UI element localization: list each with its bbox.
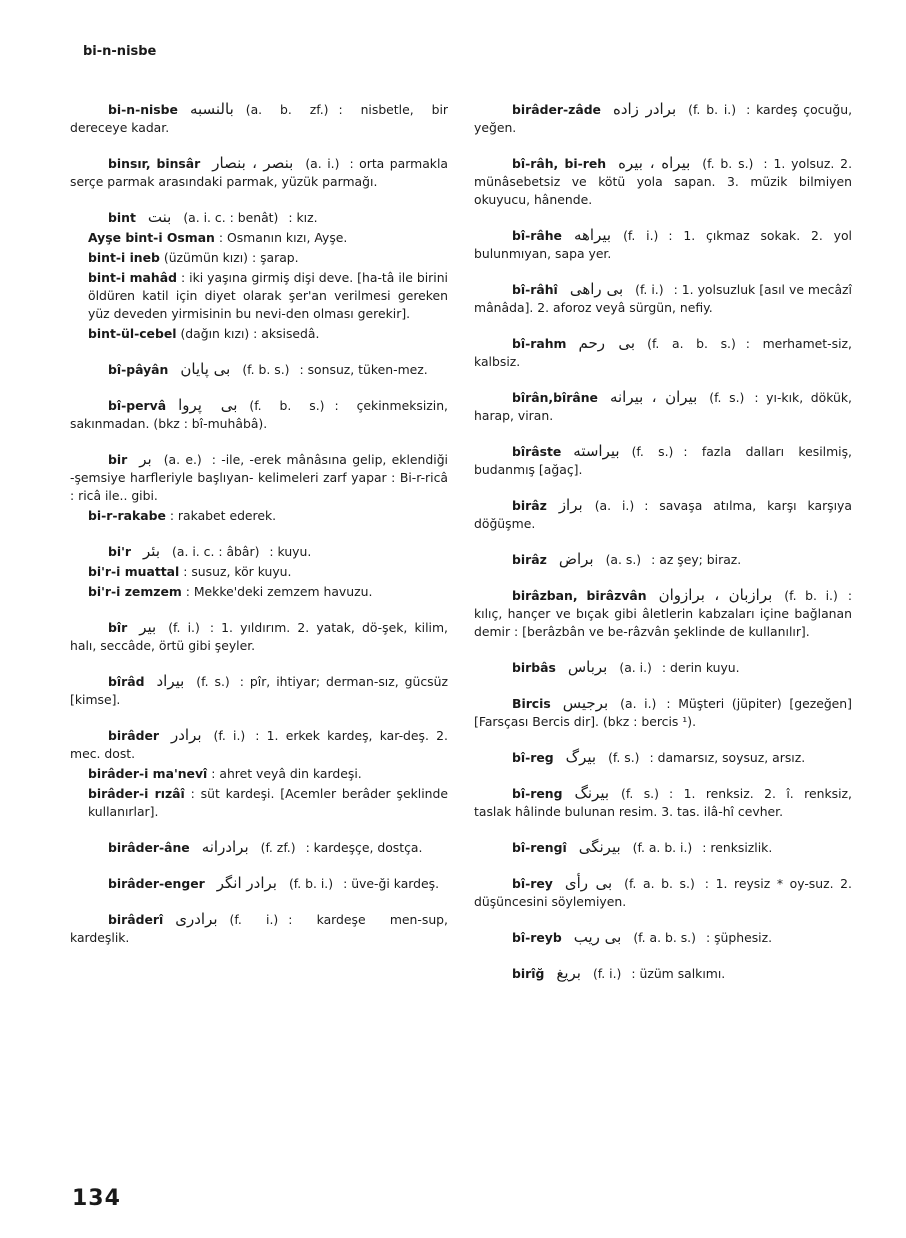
headword: binsır, binsâr: [108, 156, 201, 171]
arabic-script: بيرگ: [565, 748, 597, 766]
definition: : üzüm salkımı.: [631, 966, 726, 981]
dictionary-entry: [70, 874, 448, 893]
sub-entry-definition: (dağın kızı) : aksisedâ.: [180, 326, 320, 341]
arabic-script: بيراد: [156, 672, 185, 690]
page-number: 134: [72, 1186, 121, 1211]
headword: bi'r: [108, 544, 132, 559]
grammar-note: (f. b. s.): [242, 362, 290, 377]
grammar-note: (f. a. b. s.): [647, 336, 736, 351]
headword: birâz: [512, 498, 547, 513]
arabic-script: بيرنگ: [574, 784, 610, 802]
headword: bîrâste: [512, 444, 562, 459]
grammar-note: (f. s.): [608, 750, 640, 765]
definition: : kardeşçe, dostça.: [305, 840, 423, 855]
sub-entry: [70, 229, 448, 247]
definition: : şüphesiz.: [705, 930, 773, 945]
sub-entry-definition: : Mekke'deki zemzem havuzu.: [185, 584, 373, 599]
headword: birâderî: [108, 912, 164, 927]
headword: bî-pervâ: [108, 398, 167, 413]
arabic-script: برادرى: [175, 910, 218, 928]
sub-entry: [70, 269, 448, 323]
arabic-script: بئر: [143, 542, 161, 560]
dictionary-entry: [474, 838, 852, 857]
headword: bî-rey: [512, 876, 553, 891]
headword: bir: [108, 452, 128, 467]
sub-entry-term: Ayşe bint-i Osman: [88, 230, 215, 245]
dictionary-entry: [474, 280, 852, 317]
definition: : üve-ği kardeş.: [343, 876, 440, 891]
dictionary-entry: [474, 226, 852, 263]
dictionary-entry: [474, 334, 852, 371]
arabic-script: بيرنگى: [578, 838, 621, 856]
headword: bî-râh, bi-reh: [512, 156, 607, 171]
dictionary-entry: [70, 618, 448, 655]
grammar-note: (f. b. i.): [688, 102, 737, 117]
grammar-note: (f. b. s.): [249, 398, 325, 413]
definition: : yı-kık, dökük, harap, viran.: [474, 390, 852, 423]
dictionary-entry: [70, 910, 448, 947]
headword: bî-rengî: [512, 840, 567, 855]
grammar-note: (f. s.): [196, 674, 230, 689]
definition: : kız.: [288, 210, 318, 225]
dictionary-entry: [474, 496, 852, 533]
definition: : nisbetle, bir dereceye kadar.: [70, 102, 448, 135]
headword: birîğ: [512, 966, 545, 981]
arabic-script: بى رحم: [578, 334, 636, 352]
grammar-note: (f. b. i.): [288, 876, 334, 891]
grammar-note: (f. i.): [168, 620, 200, 635]
grammar-note: (f. a. b. s.): [633, 930, 696, 945]
dictionary-entry: [70, 154, 448, 191]
grammar-note: (a. s.): [605, 552, 642, 567]
arabic-script: برادر: [170, 726, 202, 744]
headword: bî-rahm: [512, 336, 567, 351]
grammar-note: (f. b. s.): [702, 156, 754, 171]
headword: bint: [108, 210, 136, 225]
arabic-script: بى راهى: [569, 280, 624, 298]
grammar-note: (f. i.): [592, 966, 622, 981]
definition: : Müşteri (jüpiter) [gezeğen] [Farsçası Bercis dir]. (bkz : bercis ¹).: [474, 696, 852, 729]
dictionary-entry: [474, 658, 852, 677]
grammar-note: (f. a. b. i.): [632, 840, 693, 855]
definition: : sonsuz, tüken-mez.: [299, 362, 428, 377]
dictionary-entry: [70, 100, 448, 137]
sub-entry-definition: : Osmanın kızı, Ayşe.: [218, 230, 348, 245]
definition: : savaşa atılma, karşı karşıya döğüşme.: [474, 498, 852, 531]
grammar-note: (f. i.): [213, 728, 246, 743]
grammar-note: (a. i.): [594, 498, 635, 513]
headword: birâder-zâde: [512, 102, 601, 117]
arabic-script: بنصر ، بنصار: [212, 154, 294, 172]
sub-entry-definition: (üzümün kızı) : şarap.: [163, 250, 299, 265]
grammar-note: (a. e.): [163, 452, 202, 467]
grammar-note: (a. i.): [305, 156, 340, 171]
headword: birâz: [512, 552, 547, 567]
grammar-note: (f. i.): [635, 282, 664, 297]
grammar-note: (a. i. c. : benât): [183, 210, 279, 225]
arabic-script: بالنسبه: [189, 100, 234, 118]
arabic-script: برادر انگر: [216, 874, 277, 892]
dictionary-entry: [70, 396, 448, 433]
dictionary-entry: [70, 208, 448, 343]
dictionary-entry: [474, 100, 852, 137]
dictionary-entry: [70, 360, 448, 379]
headword: bî-reg: [512, 750, 554, 765]
page-header: bi-n-nisbe: [83, 44, 157, 59]
definition: : çekinmeksizin, sakınmadan. (bkz : bî-muhâbâ).: [70, 398, 449, 431]
sub-entry: [70, 583, 448, 601]
headword: bî-reng: [512, 786, 563, 801]
definition: : pîr, ihtiyar; derman-sız, gücsüz [kimse].: [70, 674, 448, 707]
definition: : -ile, -erek mânâsına gelip, eklendiği -şemsiye harfleriyle başlıyan- kelimeleri zarf yapar : Bi-r-ricâ : ricâ ile.. gibi.: [70, 452, 448, 503]
sub-entry: [70, 785, 448, 821]
dictionary-entry: [474, 388, 852, 425]
dictionary-entry: [70, 838, 448, 857]
headword: bî-râhe: [512, 228, 562, 243]
definition: : 1. yolsuz. 2. münâsebetsiz ve kötü yola sapan. 3. müzik bilmiyen okuyucu, hânende.: [474, 156, 853, 207]
arabic-script: برجيس: [562, 694, 609, 712]
arabic-script: برباس: [567, 658, 608, 676]
grammar-note: (f. s.): [631, 444, 674, 459]
headword: bî-râhî: [512, 282, 558, 297]
dictionary-entry: [70, 726, 448, 821]
grammar-note: (f. i.): [229, 912, 279, 927]
arabic-script: بى پروا: [178, 396, 238, 414]
sub-entry-term: bint-i ineb: [88, 250, 160, 265]
sub-entry-term: bi'r-i muattal: [88, 564, 180, 579]
sub-entry: [70, 249, 448, 267]
definition: : merhamet-siz, kalbsiz.: [474, 336, 852, 369]
dictionary-entry: [70, 672, 448, 709]
arabic-script: بى رأى: [564, 874, 613, 892]
grammar-note: (f. zf.): [260, 840, 296, 855]
sub-entry-definition: : susuz, kör kuyu.: [183, 564, 292, 579]
dictionary-entry: [474, 748, 852, 767]
definition: : kardeşe men-sup, kardeşlik.: [70, 912, 448, 945]
headword: birbâs: [512, 660, 556, 675]
definition: : damarsız, soysuz, arsız.: [649, 750, 806, 765]
arabic-script: بريغ: [556, 964, 581, 982]
grammar-note: (f. a. b. s.): [624, 876, 695, 891]
sub-entry-term: bint-ül-cebel: [88, 326, 177, 341]
definition: : orta parmakla serçe parmak arasındaki parmak, yüzük parmağı.: [70, 156, 449, 189]
arabic-script: بى پايان: [180, 360, 231, 378]
arabic-script: بيراه ، بيره: [618, 154, 691, 172]
definition: : renksizlik.: [702, 840, 773, 855]
grammar-note: (a. b. zf.): [245, 102, 329, 117]
headword: birâder-âne: [108, 840, 190, 855]
arabic-script: برادرانه: [201, 838, 249, 856]
definition: : az şey; biraz.: [651, 552, 742, 567]
arabic-script: بيراهه: [573, 226, 612, 244]
headword: birâzban, birâzvân: [512, 588, 647, 603]
grammar-note: (f. s.): [709, 390, 745, 405]
arabic-script: بيران ، بيرانه: [609, 388, 698, 406]
grammar-note: (f. i.): [623, 228, 659, 243]
sub-entry: [70, 325, 448, 343]
definition: : 1. yıldırım. 2. yatak, dö-şek, kilim, halı, seccâde, örtü gibi şeyler.: [70, 620, 448, 653]
headword: bî-pâyân: [108, 362, 169, 377]
dictionary-entry: [474, 928, 852, 947]
headword: bi-n-nisbe: [108, 102, 178, 117]
sub-entry-definition: : rakabet ederek.: [169, 508, 277, 523]
definition: : kılıç, hançer ve bıçak gibi âletlerin kabzaları içine bağlanan demir : [berâzbân ve be-râzvân şeklinde de kullanılır].: [474, 588, 852, 639]
grammar-note: (f. s.): [621, 786, 659, 801]
headword: bîrâd: [108, 674, 145, 689]
definition: : derin kuyu.: [661, 660, 740, 675]
sub-entry-term: bi-r-rakabe: [88, 508, 166, 523]
dictionary-entry: [474, 586, 852, 641]
headword: bîrân,bîrâne: [512, 390, 598, 405]
sub-entry-term: birâder-i ma'nevî: [88, 766, 208, 781]
grammar-note: (a. i.): [619, 660, 652, 675]
sub-entry-term: bint-i mahâd: [88, 270, 177, 285]
arabic-script: بر: [139, 450, 152, 468]
sub-entry-definition: : ahret veyâ din kardeşi.: [211, 766, 362, 781]
sub-entry-definition: : iki yaşına girmiş dişi deve. [ha-tâ ile birini öldüren katil için diyet olarak şer'an verilmesi gereken yüz deveden yirmisinin bu nevi-den olması gerekir].: [88, 270, 448, 321]
grammar-note: (f. b. i.): [784, 588, 838, 603]
dictionary-entry: [474, 694, 852, 731]
arabic-script: برازبان ، برازوان: [658, 586, 773, 604]
dictionary-entry: [70, 450, 448, 525]
definition: : 1. reysiz * oy-suz. 2. düşüncesini söylemiyen.: [474, 876, 852, 909]
dictionary-entry: [474, 550, 852, 569]
definition: : kuyu.: [269, 544, 312, 559]
dictionary-entry: [474, 874, 852, 911]
definition: : 1. çıkmaz sokak. 2. yol bulunmıyan, sapa yer.: [474, 228, 852, 261]
headword: bîr: [108, 620, 128, 635]
grammar-note: (a. i. c. : âbâr): [172, 544, 260, 559]
arabic-script: بير: [139, 618, 157, 636]
headword: birâder: [108, 728, 159, 743]
headword: Bircis: [512, 696, 551, 711]
arabic-script: براض: [558, 550, 594, 568]
dictionary-entry: [474, 442, 852, 479]
dictionary-entry: [474, 154, 852, 209]
right-column: [474, 100, 852, 1000]
dictionary-entry: [474, 964, 852, 983]
headword: birâder-enger: [108, 876, 205, 891]
arabic-script: برادر زاده: [612, 100, 677, 118]
definition: : 1. erkek kardeş, kar-deş. 2. mec. dost.: [70, 728, 448, 761]
definition: : kardeş çocuğu, yeğen.: [474, 102, 853, 135]
arabic-script: بنت: [147, 208, 172, 226]
sub-entry-definition: : süt kardeşi. [Acemler berâder şeklinde kullanırlar].: [88, 786, 448, 819]
definition: : fazla dalları kesilmiş, budanmış [ağaç].: [474, 444, 852, 477]
dictionary-entry: [70, 542, 448, 601]
dictionary-entry: [474, 784, 852, 821]
arabic-script: بى ريب: [573, 928, 622, 946]
definition: : 1. renksiz. 2. î. renksiz, taslak hâlinde bulunan resim. 3. tas. ilâ-hî cevher.: [474, 786, 852, 819]
sub-entry: [70, 507, 448, 525]
arabic-script: بيراسته: [573, 442, 620, 460]
arabic-script: براز: [558, 496, 583, 514]
grammar-note: (a. i.): [620, 696, 657, 711]
sub-entry: [70, 765, 448, 783]
left-column: [70, 100, 448, 964]
headword: bî-reyb: [512, 930, 562, 945]
definition: : 1. yolsuzluk [asıl ve mecâzî mânâda]. 2. aforoz veyâ sürgün, nefiy.: [474, 282, 852, 315]
sub-entry-term: birâder-i rızâî: [88, 786, 185, 801]
sub-entry: [70, 563, 448, 581]
sub-entry-term: bi'r-i zemzem: [88, 584, 182, 599]
